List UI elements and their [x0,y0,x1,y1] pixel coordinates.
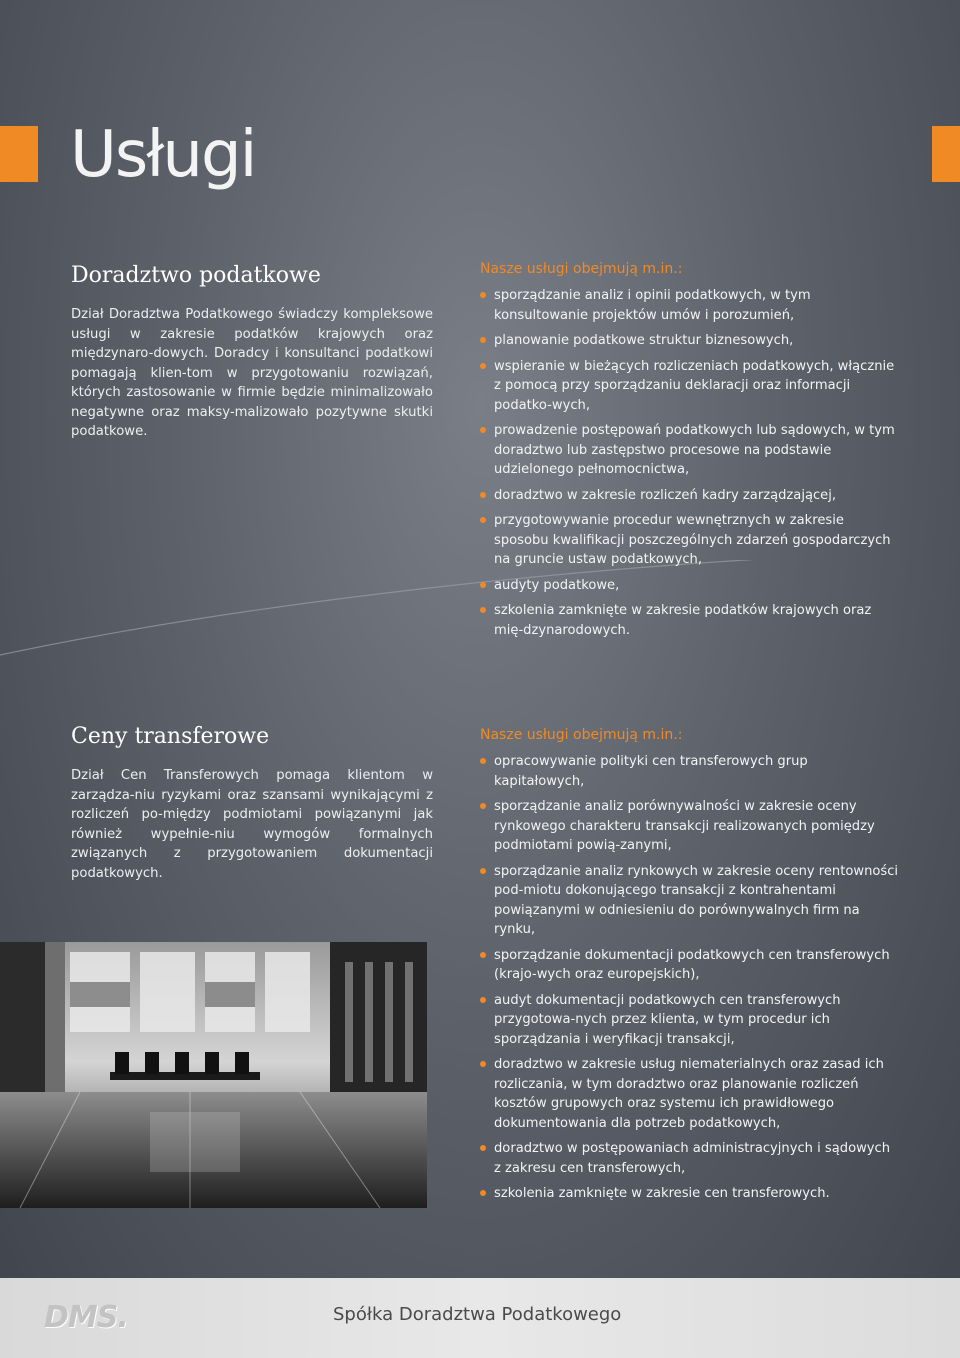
accent-bar-left [0,126,38,182]
bullet-icon [480,427,486,433]
list-item: doradztwo w postępowaniach administracyjnych i sądowych z zakresu cen transferowych, [480,1139,900,1178]
list-item: wspieranie w bieżących rozliczeniach podatkowych, włącznie z pomocą przy sporządzaniu deklaracji oraz informacji podatko-wych, [480,357,900,416]
bullet-icon [480,1190,486,1196]
bullet-icon [480,868,486,874]
bullet-icon [480,952,486,958]
list-item: doradztwo w zakresie rozliczeń kadry zarządzającej, [480,486,900,506]
footer-company-name: Spółka Doradztwa Podatkowego [333,1304,622,1325]
list-item: przygotowywanie procedur wewnętrznych w zakresie sposobu kwalifikacji poszczególnych zdarzeń gospodarczych na gruncie ustaw podatkowych, [480,511,900,570]
footer [0,1278,960,1358]
tax-section-title: Doradztwo podatkowe [71,263,321,288]
bullet-icon [480,492,486,498]
bullet-icon [480,517,486,523]
bullet-icon [480,292,486,298]
transfer-intro-text: Dział Cen Transferowych pomaga klientom w zarządza-niu ryzykami oraz szansami wynikającymi z rozliczeń po-między podmiotami powiązanymi jak również wypełnie-niu wymogów formalnych związanych z przygotowaniem dokumentacji podatkowych. [71,768,433,881]
bullet-icon [480,607,486,613]
bullet-icon [480,582,486,588]
bullet-icon [480,1145,486,1151]
list-item: szkolenia zamknięte w zakresie podatków krajowych oraz mię-dzynarodowych. [480,601,900,640]
list-item: doradztwo w zakresie usług niematerialnych oraz zasad ich rozliczania, w tym doradztwo oraz planowanie rozliczeń kosztów grupowych oraz systemu ich prawidłowego dokumentowania dla potrzeb podatkowych, [480,1055,900,1133]
list-item: audyty podatkowe, [480,576,900,596]
bullet-icon [480,337,486,343]
list-item: sporządzanie analiz rynkowych w zakresie oceny rentowności pod-miotu dokonującego transakcji z kontrahentami powiązanymi w odniesieniu do porównywalnych firm na rynku, [480,862,900,940]
page-title: Usługi [70,118,256,192]
list-item: planowanie podatkowe struktur biznesowych, [480,331,900,351]
tax-intro-text: Dział Doradztwa Podatkowego świadczy kompleksowe usługi w zakresie podatków krajowych oraz międzynaro-dowych. Doradcy i konsultanci podatkowi pomagają klien-tom w przygotowaniu rozwiązań, których zastosowanie w firmie będzie minimalizowało negatywne oraz maksy-malizowało pozytywne skutki podatkowe. [71,307,433,439]
tax-services-list [480,286,900,646]
bullet-icon [480,1061,486,1067]
bullet-icon [480,997,486,1003]
office-photo [0,942,427,1208]
list-item: audyt dokumentacji podatkowych cen transferowych przygotowa-nych przez klienta, w tym procedur ich sporządzania i weryfikacji transakcji, [480,991,900,1050]
bullet-icon [480,803,486,809]
transfer-section-title: Ceny transferowe [71,724,270,749]
bullet-icon [480,363,486,369]
list-item: sporządzanie analiz porównywalności w zakresie oceny rynkowego charakteru transakcji realizowanych pomiędzy podmiotami powią-zanymi, [480,797,900,856]
transfer-services-list [480,752,900,1210]
list-item: opracowywanie polityki cen transferowych grup kapitałowych, [480,752,900,791]
list-item: sporządzanie dokumentacji podatkowych cen transferowych (krajo-wych oraz europejskich), [480,946,900,985]
list-item: prowadzenie postępowań podatkowych lub sądowych, w tym doradztwo lub zastępstwo procesowe na podstawie udzielonego pełnomocnictwa, [480,421,900,480]
transfer-list-heading: Nasze usługi obejmują m.in.: [480,727,683,743]
list-item: szkolenia zamknięte w zakresie cen transferowych. [480,1184,900,1204]
bullet-icon [480,758,486,764]
accent-bar-right [932,126,960,182]
list-item: sporządzanie analiz i opinii podatkowych, w tym konsultowanie projektów umów i porozumień, [480,286,900,325]
company-logo: DMS. [44,1300,128,1335]
tax-list-heading: Nasze usługi obejmują m.in.: [480,261,683,277]
